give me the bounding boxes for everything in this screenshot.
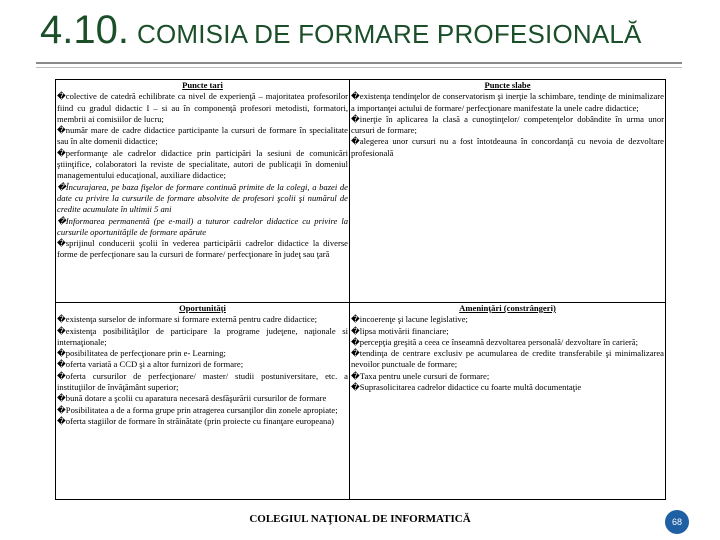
section-title: COMISIA DE FORMARE PROFESIONALĂ [136, 19, 642, 49]
swot-table [55, 79, 666, 500]
list-item: �bună dotare a şcolii cu aparatura necesară desfăşurării cursurilor de formare [57, 393, 327, 404]
list-item: �colective de catedră echilibrate ca nivel de experienţă – majoritatea profesorilor fiind cu gradul didactic I – si au în componenţă profesori metodisti, formatori, membrii ai comisiilor de lucru; [57, 91, 348, 124]
list-item: �oferta stagiilor de formare în străinătate (prin proiecte cu finanţare europeana) [57, 415, 334, 426]
threats-heading: Ameninţări (constrângeri) [459, 303, 556, 313]
list-item: �tendinţa de centrare exclusiv pe acumularea de credite transferabile şi minimalizarea nevoilor punctuale de formare; [351, 348, 664, 370]
list-item: �percepţia greşită a ceea ce înseamnă dezvoltarea personală/ dezvoltare în carieră; [351, 336, 638, 347]
list-item: �incoerenţe şi lacune legislative; [351, 314, 468, 325]
list-item: �existenţa tendinţelor de conservatorism şi inerţie la schimbare, tendinţe de minimalizare a importanţei actului de formare/ perfecţionare manifestate la unele cadre didactice; [351, 91, 664, 113]
list-item: �Suprasolicitarea cadrelor didactice cu foarte multă documentaţie [351, 382, 582, 393]
strengths-heading: Puncte tari [182, 80, 223, 90]
list-item: �Taxa pentru unele cursuri de formare; [351, 370, 490, 381]
list-item: �lipsa motivării financiare; [351, 325, 449, 336]
opportunities-heading: Oportunităţi [179, 303, 226, 313]
swot-row-internal [56, 80, 666, 303]
list-item: �alegerea unor cursuri nu a fost întotdeauna în concordanţă cu nevoia de dezvoltare profesională [351, 136, 664, 158]
list-item: �inerţie în aplicarea la clasă a cunoştinţelor/ competenţelor dobândite în urma unor cursuri de formare; [351, 113, 664, 136]
footer-school-name: COLEGIUL NAŢIONAL DE INFORMATICĂ [249, 513, 471, 525]
threats-cell [350, 303, 666, 500]
page-number-badge: 68 [665, 510, 689, 534]
strengths-cell [56, 80, 350, 303]
list-item: �existenţa surselor de informare si formare externă pentru cadre didactice; [57, 314, 318, 325]
list-item: �sprijinul conducerii şcolii în vederea participării cadrelor didactice la diverse forme de perfecţionare sau la cursuri de formare/ perfecţionare în judeţ sau ţară [57, 238, 348, 260]
section-number: 4.10. [40, 8, 129, 52]
title-divider [36, 62, 682, 64]
swot-row-external [56, 303, 666, 500]
list-item: �performanţe ale cadrelor didactice prin participări la sesiuni de comunicări ştiinţifice, colaboratori la reviste de specialitate, autori de publicaţii în domeniul managementului educaţional, auxiliare didactice; [57, 147, 348, 181]
list-item: �Informarea permanentă (pe e-mail) a tuturor cadrelor didactice cu privire la cursurile oportunităţile de formare apărute [57, 215, 348, 237]
list-item: �Încurajarea, pe baza fişelor de formare continuă primite de la colegi, a bazei de date cu privire la cursurile de formare absolvite de profesori şcolii şi numărul de credite acumulate în ultimii 5 ani [57, 181, 348, 215]
list-item: �existenţa posibilităţilor de participare la programe judeţene, naţionale si internaţionale; [57, 325, 348, 347]
title-divider-thin [36, 67, 682, 68]
weaknesses-cell [350, 80, 666, 303]
weaknesses-heading: Puncte slabe [484, 80, 531, 90]
list-item: �oferta cursurilor de perfecţionare/ master/ studii postuniversitare, etc. a instituţiilor de învăţământ superior; [57, 370, 348, 393]
opportunities-cell [56, 303, 350, 500]
list-item: �număr mare de cadre didactice participante la cursuri de formare în specialitate sau în alte domenii didactice; [57, 125, 348, 147]
slide-title [40, 8, 642, 53]
list-item: �oferta variată a CCD şi a altor furnizori de formare; [57, 359, 244, 370]
list-item: �posibilitatea de perfecţionare prin e- Learning; [57, 348, 226, 359]
list-item: �Posibilitatea a de a forma grupe prin atragerea cursanţilor din zonele apropiate; [57, 404, 338, 415]
